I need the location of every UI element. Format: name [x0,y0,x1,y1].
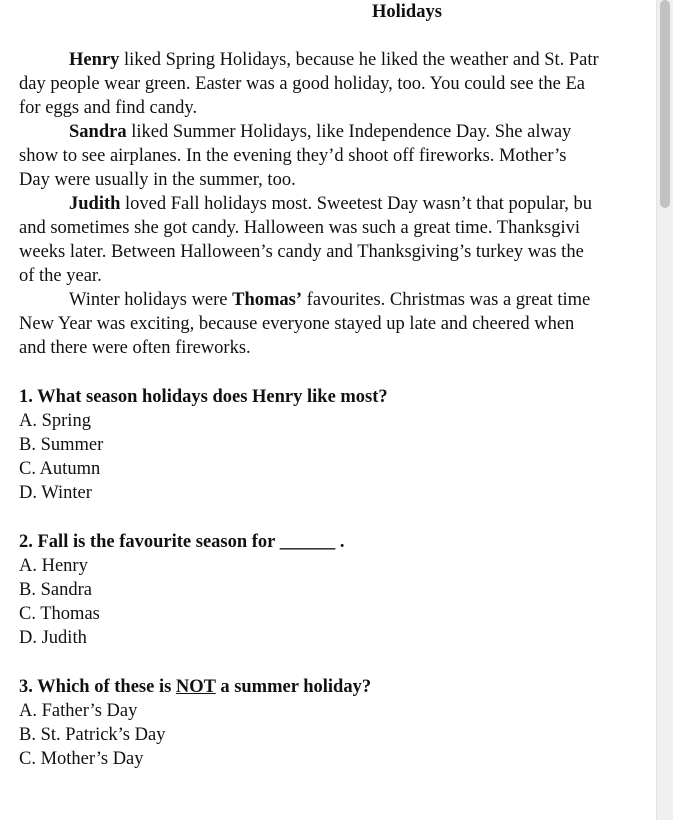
q2-option-a: A. Henry [19,556,88,576]
question-2-text: 2. Fall is the favourite season for ______ . [19,532,345,552]
vertical-scrollbar[interactable] [656,0,673,820]
passage-line: show to see airplanes. In the evening they’d shoot off fireworks. Mother’s [19,146,567,166]
passage-line: and there were often fireworks. [19,338,251,358]
character-name: Judith [69,194,121,214]
passage-line: New Year was exciting, because everyone stayed up late and cheered when [19,314,575,334]
q2-option-b: B. Sandra [19,580,92,600]
q2-option-d: D. Judith [19,628,87,648]
passage-line: weeks later. Between Halloween’s candy and Thanksgiving’s turkey was the [19,242,584,262]
q3-option-c: C. Mother’s Day [19,749,144,769]
character-name: Thomas’ [232,290,303,310]
passage-line: Sandra liked Summer Holidays, like Independence Day. She alway [69,122,572,142]
passage-line: of the year. [19,266,102,286]
passage-line: Henry liked Spring Holidays, because he liked the weather and St. Patr [69,50,599,70]
question-3-text: 3. Which of these is NOT a summer holiday? [19,677,372,697]
q1-option-c: C. Autumn [19,459,101,479]
passage-line: and sometimes she got candy. Halloween was such a great time. Thanksgivi [19,218,581,238]
emphasis-not: NOT [175,677,216,697]
q3-option-b: B. St. Patrick’s Day [19,725,166,745]
question-1-text: 1. What season holidays does Henry like most? [19,387,388,407]
passage-line: day people wear green. Easter was a good holiday, too. You could see the Ea [19,74,585,94]
answer-blank: ______ [279,532,336,552]
q2-option-c: C. Thomas [19,604,100,624]
passage-line: for eggs and find candy. [19,98,198,118]
passage-line: Judith loved Fall holidays most. Sweetest Day wasn’t that popular, bu [69,194,593,214]
scrollbar-thumb[interactable] [660,0,670,208]
q1-option-d: D. Winter [19,483,92,503]
passage-line: Winter holidays were Thomas’ favourites. Christmas was a great time [69,290,591,310]
passage-line: Day were usually in the summer, too. [19,170,296,190]
page-title: Holidays [372,2,442,22]
character-name: Henry [69,50,120,70]
q1-option-b: B. Summer [19,435,104,455]
q3-option-a: A. Father’s Day [19,701,138,721]
character-name: Sandra [69,122,127,142]
q1-option-a: A. Spring [19,411,91,431]
